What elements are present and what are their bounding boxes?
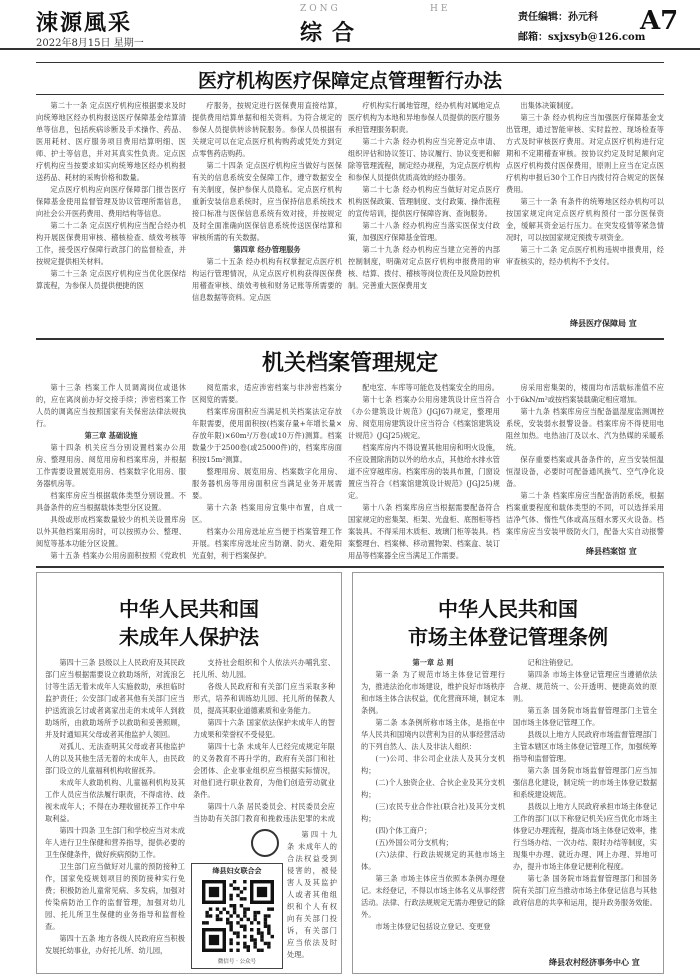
paragraph: 第四十九条 未成年人的合法权益受到侵害的，被侵害人及其监护人或者其他组织和个人有权向有关部门投诉，有关部门应当依法及时处理。 (287, 830, 337, 959)
paragraph: (一)公司、非公司企业法人及其分支机构； (361, 754, 505, 775)
paragraph: 房采用密集架的，楼面均布活载标准值不应小于6kN/m²或按档案装载确定相应增加。 (506, 383, 664, 404)
paragraph: 第四十五条 地方各级人民政府应当积极发展托幼事业，办好托儿所、幼儿园， (45, 934, 185, 955)
page-header (0, 0, 700, 50)
paragraph: 疗机构实行属地管理，经办机构对属地定点医疗机构为本地和异地参保人员提供的医疗服务承担管理服务职责。 (348, 101, 500, 134)
paragraph: (二)个人独资企业、合伙企业及其分支机构； (361, 778, 505, 799)
article-column (348, 100, 500, 336)
paragraph: 第二十三条 定点医疗机构应当优化医保结算流程，为参保人员提供便捷的医 (36, 269, 186, 290)
article-title: 机关档案管理规定 (261, 350, 438, 376)
paragraph: 第二条 本条例所称市场主体，是指在中华人民共和国境内以营利为目的从事经营活动的下列自然人、法人及非法人组织： (361, 718, 505, 751)
article-title: 中华人民共和国 市场主体登记管理条例 (408, 597, 608, 649)
paragraph: 第十四条 机关应当分别设置档案办公用房、整理用房、阅览用房和档案库房，并根据工作需要设置展览用房、档案数字化用房、服务器机房等。 (36, 443, 186, 488)
paragraph: 第二十九条 经办机构应当建立完善的内部控制制度，明确对定点医疗机构申报费用的审核、结算、拨付、稽核等岗位责任及风险防控机制。完善重大医保费用支 (348, 245, 500, 290)
paragraph: 档案库房内不得设置其他用房和明火设施，不应设置除消防以外的给水点，其他给水排水管道不应穿越库房。档案库房的装具布置，门窗设置应当符合《档案馆建筑设计规范》(JGJ25)规定。 (348, 443, 500, 500)
paragraph: 第四十七条 未成年人已经完成规定年限的义务教育不再升学的，政府有关部门和社会团体、企业事业组织应当根据实际情况，对他们进行职业教育，为他们创造劳动就业条件。 (193, 742, 335, 799)
issue-date: 2022年8月15日 星期一 (36, 38, 144, 49)
paragraph: 第二十五条 经办机构有权掌握定点医疗机构运行管理情况，从定点医疗机构获得医保费用稽查审核、绩效考核和财务记账等所需要的信息数据等资料。定点医 (192, 257, 342, 302)
paragraph: 第二十七条 经办机构应当做好对定点医疗机构医保政策、管理制度、支付政策、操作流程的宣传培训，提供医疗保障咨询、查询服务。 (348, 185, 500, 218)
divider (36, 62, 664, 63)
paragraph: (四)个体工商户； (375, 826, 432, 835)
paragraph: (五)外国公司分支机构； (375, 838, 453, 847)
qr-code-caption: 微信号 · 公众号 (217, 959, 257, 965)
paragraph: 保存重要档案或具备条件的，应当安装恒温恒湿设备，必要时可配备通风换气、空气净化设备。 (506, 455, 664, 488)
paragraph: 第三十条 经办机构应当加强医疗保障基金支出管理，通过智能审核、实时监控、现场检查等方式及时审核医疗费用。对定点医疗机构进行定期和不定期稽查审核。按协议约定及时足额向定点医疗机构拨付医保费用，原则上应当在定点医疗机构申报后30个工作日内拨付符合规定的医保费用。 (506, 113, 664, 194)
paragraph: 配电室、车库等可能危及档案安全的用房。 (362, 383, 499, 392)
divider (36, 338, 664, 340)
article-column (36, 100, 186, 300)
paragraph: 出集体决策制度。 (520, 101, 578, 110)
paragraph: 第四十六条 国家依法保护未成年人的智力成果和荣誉权不受侵犯。 (193, 718, 335, 739)
paragraph: 第四条 市场主体登记管理应当遵循依法合规、规范统一、公开透明、便捷高效的原则。 (513, 670, 657, 703)
article-minors-protection (36, 572, 342, 974)
article-column (361, 657, 505, 969)
paragraph: 记和注销登记。 (527, 658, 578, 667)
paragraph: (三)农民专业合作社(联合社)及其分支机构； (361, 802, 505, 823)
article-column (45, 657, 185, 969)
article-column (348, 382, 500, 560)
paragraph: 第十五条 档案办公用房面积按照《党政机 (50, 551, 186, 560)
paragraph: 档案库房面积应当满足机关档案法定存放年限需要，使用面积按(档案存量+年增长量×存放年限)×60m²/万卷(或10万件)测算。档案数量少于2500卷(或25000件)的，档案库房面积按15m²测算。 (192, 407, 342, 464)
paragraph: 第一条 为了规范市场主体登记管理行为，推进法治化市场建设，维护良好市场秩序和市场主体合法权益，优化营商环境，制定本条例。 (361, 670, 505, 715)
article-market-registration (352, 572, 664, 974)
paragraph: 档案库房应当根据载体类型分别设置。不具备条件的应当根据载体类型分区设置。 (36, 491, 186, 512)
paragraph: 第三十二条 定点医疗机构违规申报费用，经审查核实的，经办机构不予支付。 (506, 245, 664, 266)
paragraph: 第二十条 档案库房应当配备消防系统，根据档案重要程度和载体类型的不同，可以选择采用洁净气体、惰性气体或高压细水雾灭火设备。档案库房应当安装甲级防火门，配备大实自动报警 (506, 491, 664, 536)
paragraph: 各级人民政府和有关部门应当采取多种形式，培养和训练幼儿园、托儿所的保教人员，提高其职业道德素质和业务能力。 (193, 682, 335, 715)
paragraph: 具级或形成档案数量较少的机关设置库房以外其他档案用房时，可以按照办公、整理、阅览等基本功能分区设置。 (36, 515, 186, 548)
article-column (513, 657, 657, 947)
paragraph: 市场主体登记包括设立登记、变更登 (375, 922, 491, 931)
chapter-heading: 第四章 经办管理服务 (233, 245, 301, 254)
paragraph: 第三条 市场主体应当依照本条例办理登记。未经登记，不得以市场主体名义从事经营活动。法律、行政法规规定无需办理登记的除外。 (361, 874, 505, 919)
page-number: A7 (640, 6, 679, 36)
article-column (192, 100, 342, 336)
paragraph: 县级以上地方人民政府承担市场主体登记工作的部门(以下称登记机关)应当优化市场主体登记办理流程，提高市场主体登记效率，推行当场办结、一次办结、限时办结等制度，实现集中办理、就近办理、网上办理、异地可办，提升市场主体登记便利化程度。 (513, 802, 657, 871)
paragraph: 档案办公用房选址应当便于档案管理工作开展。档案库房选址应当防潮、防火、避免阳光直射，利于档案保护。 (192, 527, 342, 560)
paragraph: 第十三条 档案工作人员调离岗位或退休的，应在离岗前办好交接手续；涉密档案工作人员的调离应当按照国家有关保密法律法规执行。 (36, 383, 186, 428)
paragraph: 第六条 国务院市场监督管理部门应当加强信息化建设，制定统一的市场主体登记数据和系统建设规范。 (513, 766, 657, 799)
paragraph: 阅览需求，适应涉密档案与非涉密档案分区阅览的需要。 (192, 383, 342, 404)
newspaper-brand: 涑源風采 (36, 10, 133, 36)
article-column (506, 382, 664, 540)
qr-code-title: 绛县妇女联合会 (212, 866, 262, 875)
chapter-heading: 第三章 基础设施 (84, 431, 138, 440)
article-title: 医疗机构医疗保障定点管理暂行办法 (197, 70, 502, 92)
article-signature: 绛县农村经济事务中心 宣 (549, 957, 640, 967)
paragraph: 支持社会组织和个人依法兴办哺乳室、托儿所、幼儿园。 (193, 658, 335, 679)
paragraph: (六)法律、行政法规规定的其他市场主体。 (361, 850, 505, 871)
article-column (192, 382, 342, 560)
section-pinyin: ZONG HE (300, 4, 451, 14)
paragraph: 第二十四条 定点医疗机构应当做好与医保有关的信息系统安全保障工作，遵守数据安全有关制度，保护参保人员隐私。定点医疗机构重新安装信息系统时，应当保持信息系统技术接口标准与医保信息系统有效对接，并按规定及时全面准确向医保信息系统传送医保结算和审核所需的有关数据。 (192, 161, 342, 242)
paragraph: 第十九条 档案库房应当配备温湿度监测调控系统，安装弱水报警设备。档案库房不得使用电阻丝加热。电热油汀及以水、汽为热媒的采暖系统。 (506, 407, 664, 452)
editor-email: 邮箱：sxjxsyb@126.com (518, 32, 646, 43)
section-title: 综合 (300, 20, 365, 46)
article-title: 中华人民共和国 未成年人保护法 (119, 597, 259, 649)
paragraph: 第四十四条 卫生部门和学校应当对未成年人进行卫生保健和营养指导，提供必要的卫生保健条件，做好疾病预防工作。 (45, 826, 185, 859)
paragraph: 疗服务，按规定进行医保费用直接结算，提供费用结算单据和相关资料。为符合规定的参保人员提供转诊转院服务。参保人员根据有关规定可以在定点医疗机构购药或凭处方到定点零售药店购药。 (192, 101, 342, 158)
paragraph: 第三十一条 有条件的统筹地区经办机构可以按国家规定向定点医疗机构预付一部分医保资金，缓解其资金运行压力。在突发疫情等紧急情况时，可以按国家规定预拨专项资金。 (506, 197, 664, 242)
paragraph: 第十六条 档案用房宜集中布置，自成一区。 (192, 503, 342, 524)
article-signature: 绛县档案馆 宣 (586, 546, 637, 556)
paragraph: 整理用房、展览用房、档案数字化用房、服务器机房等用房面积应当满足业务开展需要。 (192, 467, 342, 500)
paragraph: 第二十一条 定点医疗机构应根据要求及时向统筹地区经办机构报送医疗保障基金结算清单等信息，包括疾病诊断及手术操作、药品、医用耗材、医疗服务项目费用结算明细、医师、护士等信息，并对其真实性负责。定点医疗机构应当按要求如实向统筹地区经办机构报送药品、耗材的采购价格和数量。 (36, 101, 186, 182)
paragraph: 第五条 国务院市场监督管理部门主管全国市场主体登记管理工作。 (513, 706, 657, 727)
editor-credit: 责任编辑：孙元科 (518, 12, 598, 23)
article-signature: 绛县医疗保障局 宣 (570, 318, 637, 328)
article-column (287, 829, 337, 969)
divider (36, 94, 664, 95)
article-column (36, 382, 186, 560)
paragraph: 第二十二条 定点医疗机构应当配合经办机构开展医保费用审核、稽核检查、绩效考核等工作，接受医疗保障行政部门的监督检查，并按规定提供相关材料。 (36, 221, 186, 266)
paragraph: 县级以上地方人民政府市场监督管理部门主管本辖区市场主体登记管理工作，加强统筹指导和监督管理。 (513, 730, 657, 763)
paragraph: 第四十八条 居民委员会、村民委员会应当协助有关部门教育和挽救违法犯罪的未成 (193, 802, 335, 823)
paragraph: 卫生部门应当做好对儿童的预防接种工作，国家免疫规划项目的预防接种实行免费；积极防治儿童常见病、多发病，加强对传染病防治工作的监督管理，加强对幼儿园、托儿所卫生保健的业务指导和监督检查。 (45, 862, 185, 931)
paragraph: 第十八条 档案库房应当根据需要配备符合国家规定的密集架、柜架、光盘柜、底图柜等档案装具。不得采用木质柜、玻璃门柜等装具。档案整理台、档案梯、移动置物架、档案盒、装订用品等档案器全应当满足工作需要。 (348, 503, 500, 560)
divider (36, 566, 664, 568)
chapter-heading: 第一章 总 则 (412, 658, 454, 667)
paragraph: 第七条 国务院市场监督管理部门和国务院有关部门应当推动市场主体登记信息与其他政府信息的共享和运用，提升政务服务效能。 (513, 874, 657, 907)
paragraph: 对孤儿、无法查明其父母或者其他监护人的以及其他生活无着的未成年人，由民政部门设立的儿童福利机构收留抚养。 (45, 742, 185, 775)
paragraph: 未成年人救助机构、儿童福利机构及其工作人员应当依法履行职责，不得虐待、歧视未成年人；不得在办理收留抚养工作中牟取利益。 (45, 778, 185, 823)
paragraph: 第二十六条 经办机构应当完善定点申请、组织评估和协议签订、协议履行、协议变更和解除等管理流程，制定经办规程，为定点医疗机构和参保人员提供优质高效的经办服务。 (348, 137, 500, 182)
paragraph: 第十七条 档案办公用房建筑设计应当符合《办公建筑设计规范》(JGJ67)规定，整理用房、阅览用房建筑设计应当符合《档案馆建筑设计规范》(JGJ25)规定。 (348, 395, 500, 440)
article-column (193, 657, 335, 825)
qr-code-card (191, 863, 283, 969)
paragraph: 第二十八条 经办机构应当落实医保支付政策，加强医疗保障基金管理。 (348, 221, 500, 242)
paragraph: 第四十三条 县级以上人民政府及其民政部门应当根据需要设立救助场所，对流浪乞讨等生活无着未成年人实施救助，承担临时监护责任；公安部门或者其他有关部门应当护送流浪乞讨或者离家出走的未成年人到救助场所，由救助场所予以救助和妥善照顾，并及时通知其父母或者其他监护人领回。 (45, 658, 185, 739)
paragraph: 定点医疗机构应向医疗保障部门报告医疗保障基金使用监督管理及协议管理所需信息，向社会公开医药费用、费用结构等信息。 (36, 185, 186, 218)
qr-code-icon (202, 880, 274, 952)
emblem-icon (251, 829, 279, 857)
article-column (506, 100, 664, 312)
